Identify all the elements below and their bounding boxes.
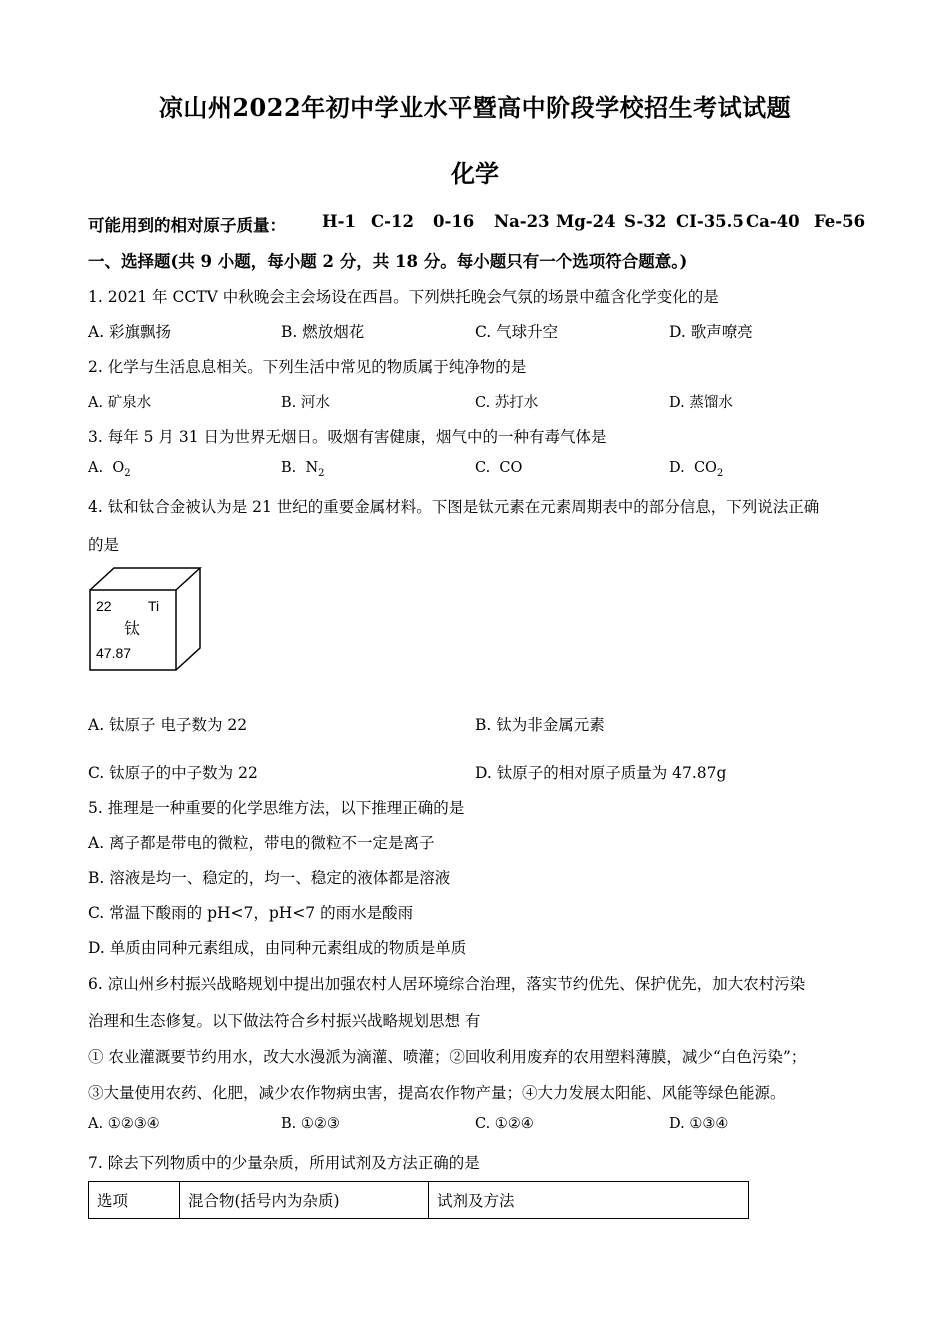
question-item-list: ① 农业灌溉要节约用水，改大水漫派为滴灌、喷灌；②回收利用废弃的农用塑料薄膜，减少“白色污染”；	[88, 1048, 807, 1066]
option-b	[281, 460, 325, 479]
question-stem-continued: 治理和生态修复。以下做法符合乡村振兴战略规划思想 有	[88, 1012, 481, 1030]
option-a: A. 离子都是带电的微粒，带电的微粒不一定是离子	[88, 834, 435, 852]
question-stem-continued: 的是	[88, 536, 120, 554]
formula-subscript: 2	[318, 467, 325, 479]
q7-table	[88, 1181, 749, 1219]
section-heading: 一、选择题(共 9 小题，每小题 2 分，共 18 分。每小题只有一个选项符合题意。)	[88, 252, 688, 271]
chemical-formula: CO	[693, 460, 717, 476]
atomic-mass-item: Fe-56	[814, 212, 866, 231]
option-d: D. 钛原子的相对原子质量为 47.87g	[475, 764, 727, 782]
option-letter: D.	[669, 460, 685, 476]
atomic-mass-item: C-12	[371, 212, 414, 231]
atomic-mass-item: CI-35.5	[676, 212, 744, 231]
question-stem: 5. 推理是一种重要的化学思维方法，以下推理正确的是	[88, 799, 465, 817]
atomic-mass-item: Ca-40	[746, 212, 800, 231]
option-a: A. 钛原子 电子数为 22	[88, 716, 248, 734]
option-d: D. ①③④	[669, 1116, 729, 1132]
option-b: B. ①②③	[281, 1116, 340, 1132]
option-d: D. 单质由同种元素组成，由同种元素组成的物质是单质	[88, 939, 467, 957]
option-b: B. 河水	[281, 395, 330, 411]
chemical-formula: O	[112, 460, 125, 476]
atomic-mass-label: 可能用到的相对原子质量：	[88, 216, 286, 235]
table-header-cell: 混合物(括号内为杂质)	[180, 1182, 429, 1219]
option-c: C. 钛原子的中子数为 22	[88, 764, 258, 782]
question-stem: 6. 凉山州乡村振兴战略规划中提出加强农村人居环境综合治理，落实节约优先、保护优先，加大农村污染	[88, 975, 806, 993]
option-d: D. 蒸馏水	[669, 395, 733, 411]
option-c: C. 苏打水	[475, 395, 539, 411]
option-b: B. 燃放烟花	[281, 323, 365, 341]
table-header-cell: 选项	[89, 1182, 180, 1219]
question-stem: 3. 每年 5 月 31 日为世界无烟日。吸烟有害健康，烟气中的一种有毒气体是	[88, 428, 607, 446]
option-d	[669, 460, 723, 479]
exam-title: 凉山州2022年初中学业水平暨高中阶段学校招生考试试题	[158, 93, 792, 122]
formula-subscript: 2	[124, 467, 131, 479]
element-mass: 47.87	[96, 645, 132, 661]
question-item-list: ③大量使用农药、化肥，减少农作物病虫害，提高农作物产量；④大力发展太阳能、风能等绿色能源。	[88, 1084, 786, 1102]
option-letter: C.	[475, 460, 491, 476]
option-c	[475, 460, 522, 479]
atomic-mass-item: H-1	[322, 212, 356, 231]
option-letter: B.	[281, 460, 297, 476]
chemical-formula: CO	[499, 460, 523, 476]
chemical-formula: N	[305, 460, 319, 476]
question-stem: 1. 2021 年 CCTV 中秋晚会主会场设在西昌。下列烘托晚会气氛的场景中蕴含化学变化的是	[88, 288, 719, 306]
option-letter: A.	[88, 460, 104, 476]
option-c: C. ①②④	[475, 1116, 534, 1132]
exam-subject: 化学	[451, 159, 499, 188]
option-d: D. 歌声嘹亮	[669, 323, 753, 341]
element-symbol: Ti	[148, 598, 160, 614]
table-header-cell: 试剂及方法	[429, 1182, 749, 1219]
question-stem: 7. 除去下列物质中的少量杂质，所用试剂及方法正确的是	[88, 1154, 480, 1172]
question-stem: 4. 钛和钛合金被认为是 21 世纪的重要金属材料。下图是钛元素在元素周期表中的部分信息，下列说法正确	[88, 498, 820, 516]
option-a: A. 彩旗飘扬	[88, 323, 172, 341]
atomic-mass-item: S-32	[624, 212, 667, 231]
option-c: C. 常温下酸雨的 pH<7，pH<7 的雨水是酸雨	[88, 904, 414, 922]
option-a: A. 矿泉水	[88, 395, 152, 411]
atomic-mass-item: Mg-24	[556, 212, 616, 231]
option-b: B. 溶液是均一、稳定的，均一、稳定的液体都是溶液	[88, 869, 451, 887]
option-b: B. 钛为非金属元素	[475, 716, 605, 734]
element-number: 22	[96, 598, 112, 614]
element-name: 钛	[124, 619, 141, 638]
titanium-element-card	[88, 566, 204, 674]
option-a	[88, 460, 131, 479]
atomic-mass-item: Na-23	[494, 212, 550, 231]
table-header-row	[89, 1182, 749, 1219]
formula-subscript: 2	[716, 467, 724, 479]
question-stem: 2. 化学与生活息息相关。下列生活中常见的物质属于纯净物的是	[88, 358, 527, 376]
atomic-mass-item: 0-16	[433, 212, 475, 231]
option-a: A. ①②③④	[88, 1116, 160, 1132]
option-c: C. 气球升空	[475, 323, 559, 341]
